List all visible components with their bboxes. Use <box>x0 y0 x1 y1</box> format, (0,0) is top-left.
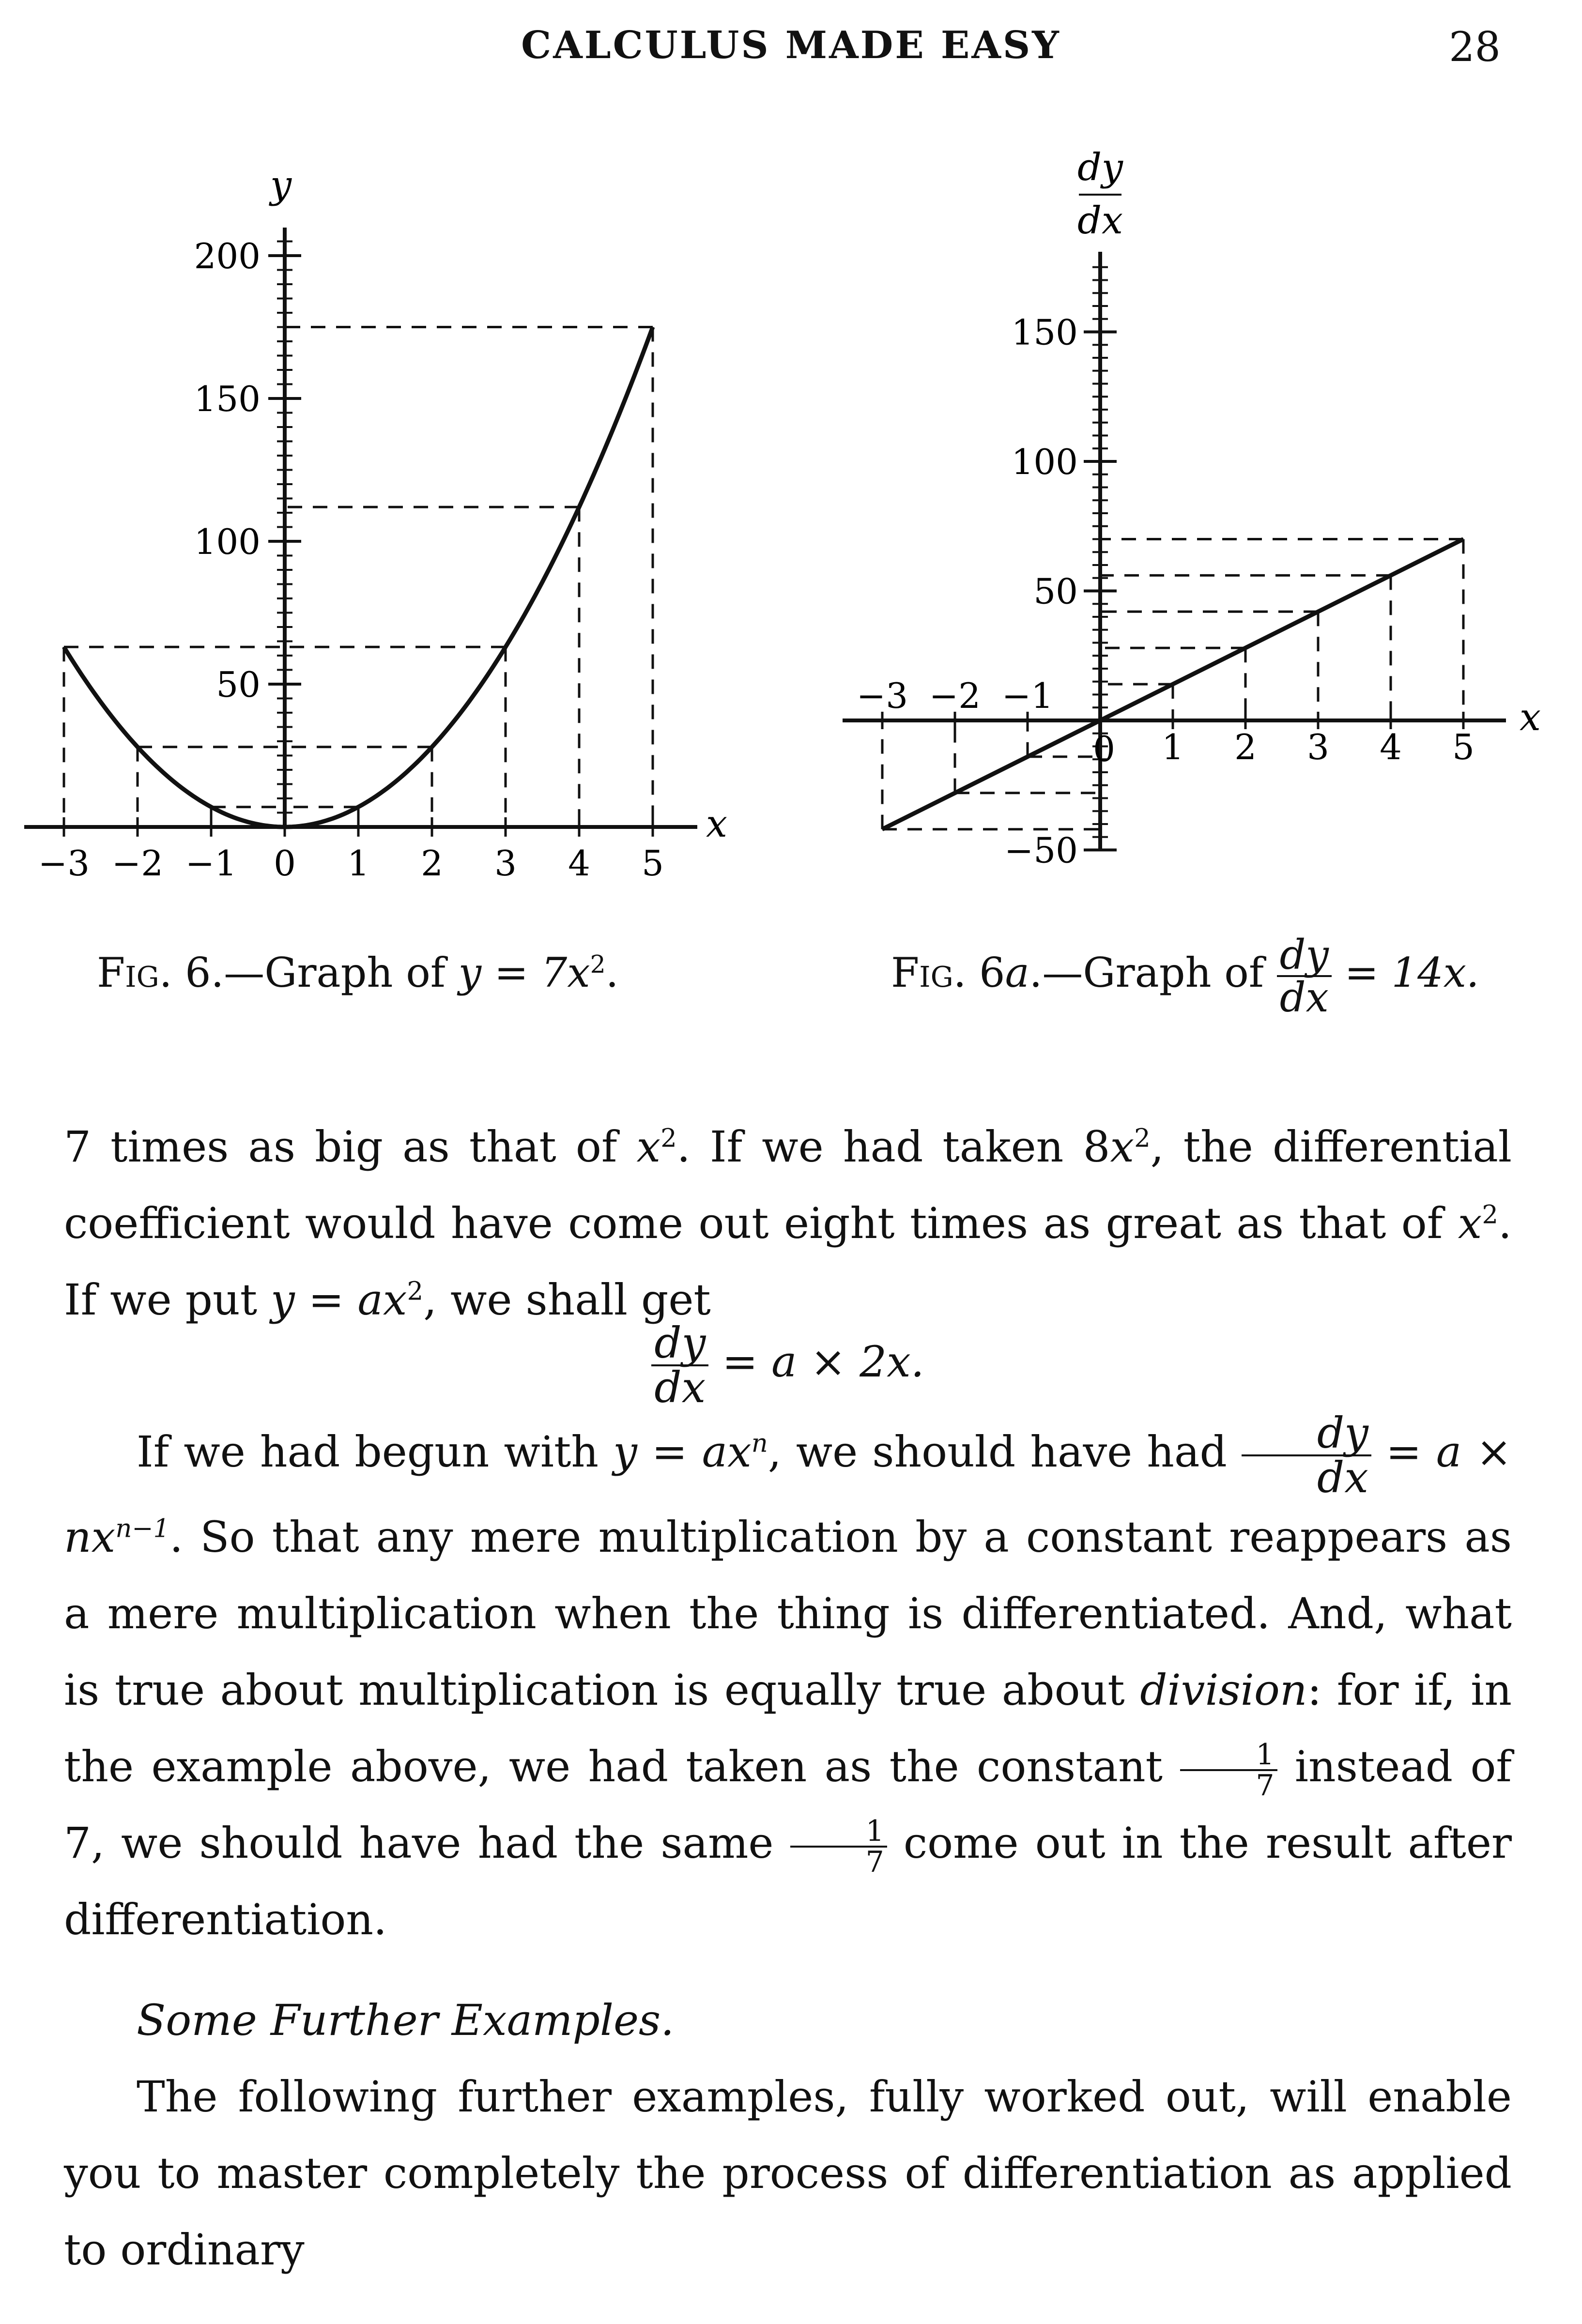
fig6a-x-tick-label: 2 <box>1234 727 1257 767</box>
fig6-caption-prefix: Fig. 6. <box>97 949 224 996</box>
p1-text-a: 7 times as big as that of <box>64 1122 637 1172</box>
p2-text-g: . So that any mere multiplication by a constant reappears as a mere multiplication when the thing is differentiated. And, what is true about multiplication is equally true about <box>64 1512 1512 1715</box>
fig6a-x-tick-label: −2 <box>929 675 981 716</box>
fig6a-x-tick-label: −1 <box>1001 675 1054 716</box>
p2-text-j: instead of 7, we should have had the same <box>64 1742 1512 1868</box>
fig6a-caption-frac-num: dy <box>1277 934 1332 977</box>
fig6-y-tick-labels <box>194 236 261 705</box>
figure-6-graph <box>19 160 736 896</box>
p1-math-y-ax: y = ax <box>271 1275 407 1325</box>
p1-text-d: . If we had taken 8 <box>676 1122 1110 1172</box>
fig6a-x-tick-label: 1 <box>1162 727 1184 767</box>
fig6a-x-tick-label: 5 <box>1452 727 1474 767</box>
p1-text-g: , the differential coefficient would have come out eight times as great as that of <box>64 1122 1512 1248</box>
fig6a-caption-fraction <box>1277 931 1332 1021</box>
p2-text-k: come out in the result after differentiation. <box>64 1818 1512 1944</box>
p1-exp4: 2 <box>407 1276 424 1306</box>
fig6a-y-tick-labels <box>1001 312 1078 871</box>
p2-text-d: , we should have had <box>768 1426 1242 1477</box>
p1-math-x2: x <box>1110 1122 1135 1172</box>
p1-exp3: 2 <box>1482 1200 1499 1230</box>
fig6a-origin-label: 0 <box>1093 729 1115 769</box>
running-header <box>0 23 1582 76</box>
p2-frac2-den: 7 <box>865 1845 884 1880</box>
fig6-x-tick-label: −2 <box>111 843 164 884</box>
p2-frac-num: dy <box>1242 1412 1371 1456</box>
page-number: 28 <box>1449 23 1501 71</box>
fig6a-x-tick-label: 4 <box>1380 727 1402 767</box>
fig6-y-tick-label: 150 <box>194 379 261 419</box>
p1-math-x: x <box>636 1122 661 1172</box>
fig6a-x-axis-label: x <box>1520 696 1541 739</box>
fig6-caption-end: . <box>605 949 619 996</box>
fig6-x-axis-label: x <box>706 802 727 846</box>
p2-exp-n1: n−1 <box>115 1514 170 1544</box>
paragraph-2 <box>64 1408 1512 1958</box>
body-text <box>64 1109 1512 2288</box>
fig6-dashed-guides <box>63 327 653 827</box>
fig6-x-tick-label: −1 <box>185 843 237 884</box>
fig6-x-tick-label: −3 <box>38 843 90 884</box>
fig6-x-tick-label: 1 <box>347 843 369 884</box>
section-heading: Some Further Examples. <box>137 1995 675 2045</box>
fig6-caption-eq: y = 7x <box>458 949 590 996</box>
eq1-num: dy <box>651 1322 708 1366</box>
p2-text-i: : for if, in the example above, we had taken as the constant <box>64 1665 1512 1791</box>
fig6a-y-axis-denominator: dx <box>1077 199 1123 243</box>
p1-exp2: 2 <box>1134 1123 1151 1153</box>
p2-exp-n: n <box>751 1428 768 1458</box>
fig6-x-tick-label: 0 <box>274 843 296 884</box>
fig6a-caption-prefix: Fig. 6 <box>891 949 1005 996</box>
running-title: CALCULUS MADE EASY <box>521 23 1061 67</box>
paragraph-1 <box>64 1109 1512 1338</box>
figure-6a-graph <box>823 150 1559 876</box>
p2-fraction <box>1242 1408 1371 1502</box>
fig6-x-tick-label: 2 <box>421 843 443 884</box>
p2-math-y: y = ax <box>613 1426 752 1477</box>
p1-exp: 2 <box>660 1123 677 1153</box>
p2-math-rhs: = a × nx <box>64 1426 1512 1562</box>
p2-frac1-den: 7 <box>1256 1769 1275 1803</box>
fig6-y-tick-label: 200 <box>194 236 261 276</box>
p2-text-a: If we had begun with <box>137 1426 614 1477</box>
fig6a-y-tick-label: −50 <box>1004 830 1078 871</box>
figure-6a-caption <box>891 931 1479 1021</box>
fig6a-y-tick-label: 50 <box>1033 571 1078 612</box>
fig6-x-tick-label: 5 <box>642 843 664 884</box>
fig6-caption-text: —Graph of <box>224 949 459 996</box>
fig6-y-axis-label: y <box>270 163 292 207</box>
p1-math-x3: x <box>1458 1198 1482 1248</box>
fig6a-caption-rhs: = 14x. <box>1331 949 1479 996</box>
fig6a-y-axis-numerator: dy <box>1077 150 1123 189</box>
fig6-parabola-curve <box>64 327 653 827</box>
paragraph-3: The following further examples, fully worked out, will enable you to master completely the process of differentiation as applied to ordinary <box>64 2072 1512 2275</box>
p2-fraction-one-seventh <box>1180 1738 1277 1803</box>
fig6-x-tick-labels <box>38 843 664 884</box>
fig6a-caption-frac-den: dx <box>1279 974 1329 1021</box>
eq1-rhs: = a × 2x. <box>708 1336 924 1387</box>
fig6a-caption-suffix: a <box>1005 949 1029 996</box>
fig6a-y-tick-label: 150 <box>1011 312 1078 353</box>
fig6-y-tick-label: 100 <box>194 521 261 562</box>
p1-text-m: , we shall get <box>423 1275 711 1325</box>
fig6-y-tick-label: 50 <box>216 664 261 705</box>
p2-frac1-num: 1 <box>1180 1740 1277 1771</box>
fig6a-x-tick-label: −3 <box>856 675 908 716</box>
p2-frac-den: dx <box>1317 1452 1368 1502</box>
fig6a-x-tick-label: 3 <box>1307 727 1329 767</box>
fig6-x-tick-label: 4 <box>568 843 590 884</box>
figure-6-caption <box>97 949 618 996</box>
fig6a-caption-text: .—Graph of <box>1029 949 1277 996</box>
p2-fraction-one-seventh-2 <box>790 1814 887 1880</box>
fig6-x-tick-label: 3 <box>494 843 517 884</box>
fig6-caption-exp: 2 <box>590 950 606 979</box>
eq1-fraction <box>651 1318 708 1412</box>
p2-frac2-num: 1 <box>790 1817 887 1848</box>
p1-text-j: . If we put <box>64 1198 1512 1325</box>
p2-division: division <box>1140 1665 1307 1715</box>
eq1-den: dx <box>654 1362 706 1412</box>
fig6a-y-tick-label: 100 <box>1011 442 1078 482</box>
